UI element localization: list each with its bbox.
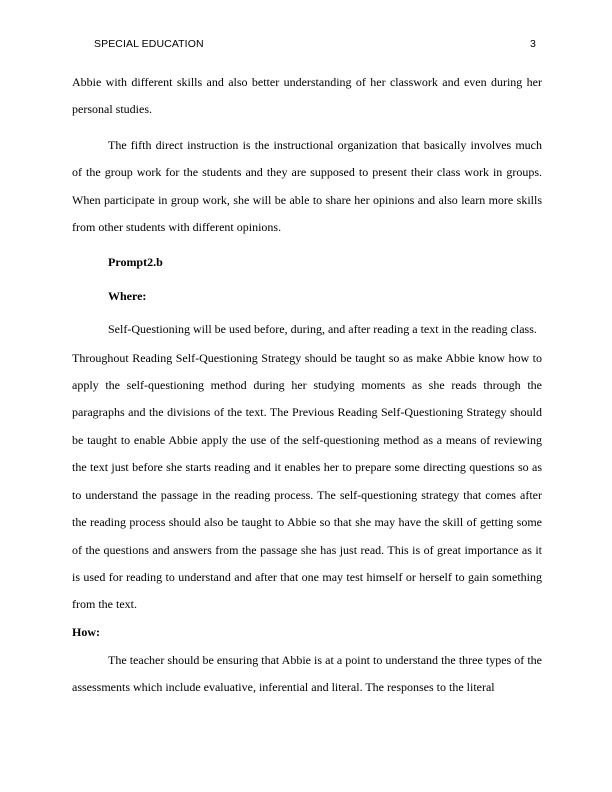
heading-prompt: Prompt2.b bbox=[108, 255, 163, 270]
page-number: 3 bbox=[530, 38, 536, 50]
paragraph-self-questioning: Throughout Reading Self-Questioning Strategy should be taught so as make Abbie know how to apply the self-questioning method during her studying moments as she reads through the paragraphs and the divisions of the text. The Previous Reading Self-Questioning Strategy should be taught to enable Abbie apply the use of the self-questioning method as a means of reviewing the text just before she starts reading and it enables her to prepare some directing questions so as to understand the passage in the reading process. The self-questioning strategy that comes after the reading process should also be taught to Abbie so that she may have the skill of getting some of the questions and answers from the passage she has just read. This is of great importance as it is used for reading to understand and after that one may test himself or herself to gain something from the text. bbox=[72, 350, 542, 612]
heading-where: Where: bbox=[108, 288, 147, 303]
paragraph-continuation: Abbie with different skills and also better understanding of her classwork and even during her personal studies. bbox=[72, 75, 542, 117]
running-head bbox=[94, 37, 536, 51]
paragraph-assessments: The teacher should be ensuring that Abbie is at a point to understand the three types of the assessments which include evaluative, inferential and literal. The responses to the literal bbox=[72, 652, 542, 695]
running-title: SPECIAL EDUCATION bbox=[94, 38, 204, 50]
document-body bbox=[72, 69, 542, 702]
paragraph-self-questioning-first-line: Self-Questioning will be used before, during, and after reading a text in the reading class. bbox=[108, 322, 537, 337]
heading-how: How: bbox=[72, 624, 100, 639]
paragraph-fifth-direct-instruction: The fifth direct instruction is the instructional organization that basically involves much of the group work for the students and they are supposed to present their class work in groups. When participate in group work, she will be able to share her opinions and also learn more skills from other students with different opinions. bbox=[72, 137, 542, 235]
